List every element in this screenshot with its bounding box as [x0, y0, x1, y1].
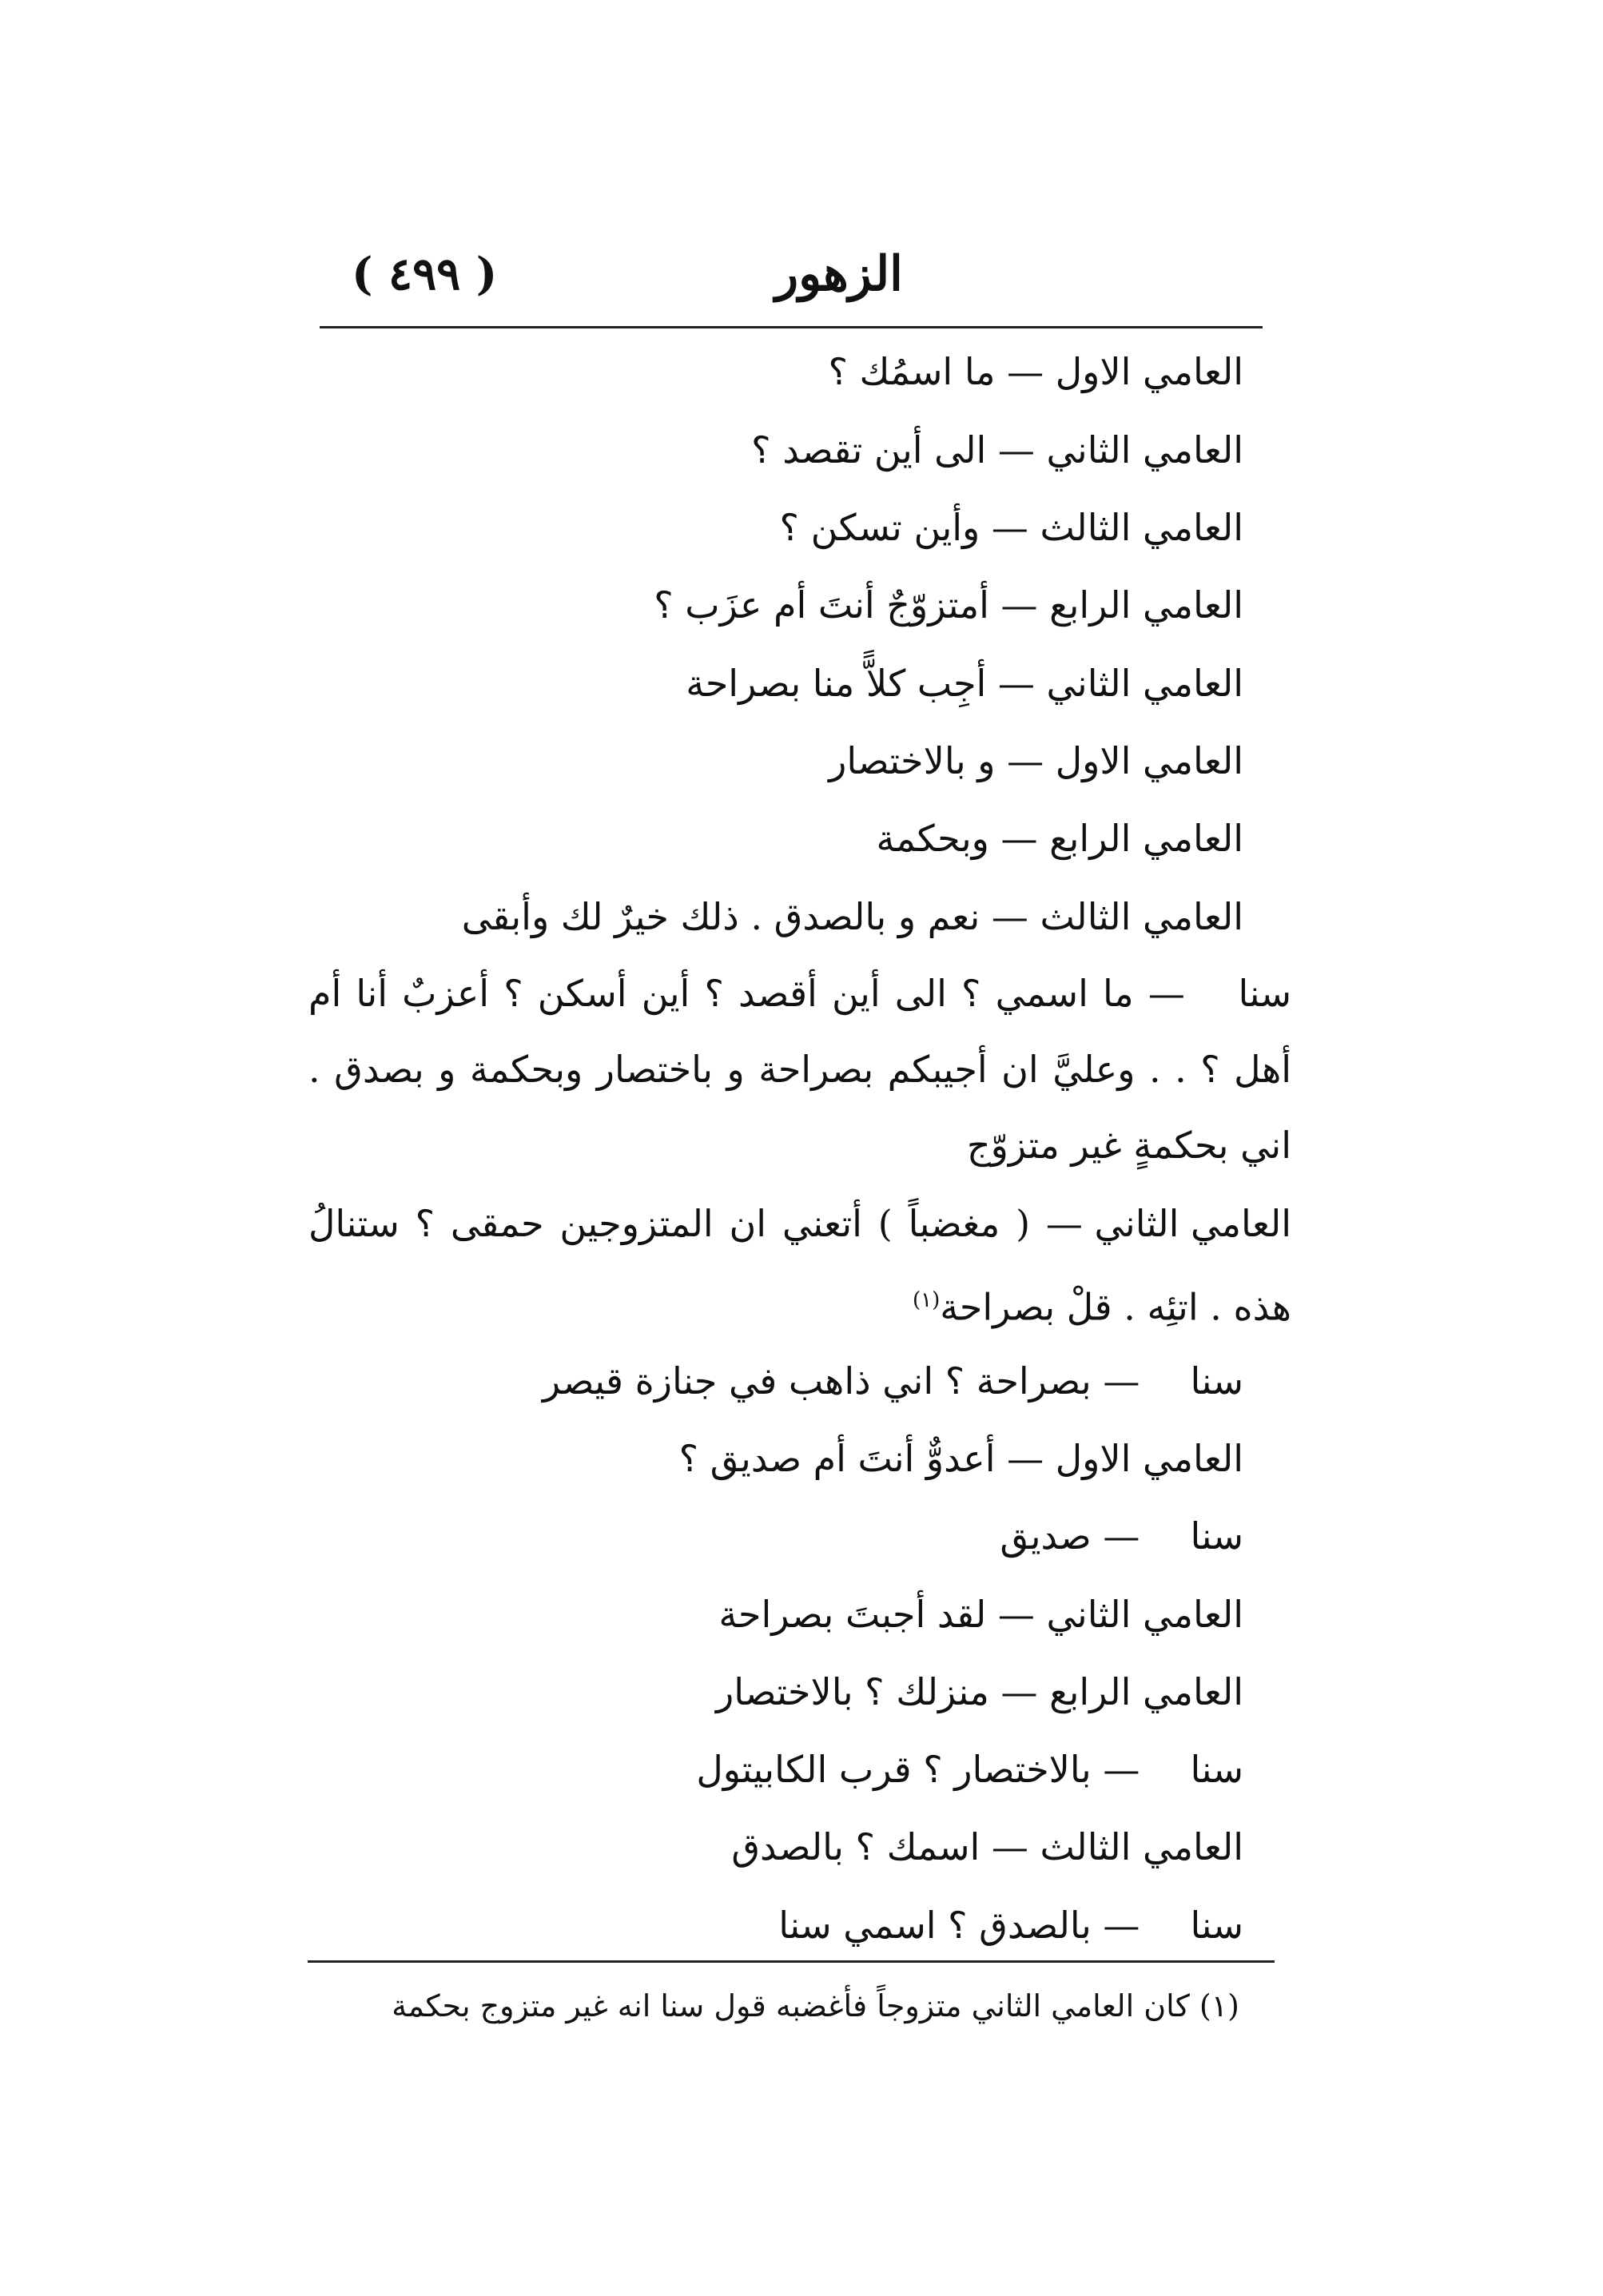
dialogue-line	[654, 569, 1243, 641]
dialogue-line	[913, 1264, 1291, 1336]
dialogue-line	[696, 1733, 1243, 1805]
speaker-label: العامي الرابع —	[1000, 817, 1243, 860]
speaker-label: العامي الرابع —	[1000, 583, 1243, 627]
speaker-label: العامي الثالث —	[991, 506, 1243, 549]
dialogue-line	[751, 414, 1243, 486]
speaker-label: العامي الثاني —	[997, 428, 1243, 472]
speaker-label: سنا	[1190, 1904, 1243, 1947]
dialogue-line	[543, 1345, 1243, 1417]
speaker-label: العامي الثالث —	[991, 1825, 1243, 1868]
speaker-label: سنا	[1190, 1514, 1243, 1558]
footnote-mark: (١)	[1199, 1988, 1239, 2023]
speech-text: هذه . اتئِه . قلْ بصراحة	[940, 1285, 1291, 1329]
page-number: ( ٤٩٩ )	[352, 248, 498, 300]
speaker-label: سنا	[1190, 1359, 1243, 1403]
dialogue-line	[716, 1656, 1243, 1728]
dialogue-line	[828, 336, 1243, 408]
speech-text: وأين تسكن ؟	[779, 506, 980, 549]
footnote-text: كان العامي الثاني متزوجاً فأغضبه قول سنا انه غير متزوج بحكمة	[392, 1988, 1190, 2023]
speaker-label: العامي الرابع —	[1000, 1670, 1243, 1713]
speaker-label: العامي الاول —	[1007, 350, 1243, 393]
speech-text: ( مغضباً ) أتعني ان المتزوجين حمقى ؟ ستنالُ	[308, 1202, 1031, 1245]
dialogue-line	[1000, 1500, 1243, 1572]
speech-text: الى أين تقصد ؟	[751, 428, 987, 472]
dialogue-line	[308, 1188, 1291, 1259]
speech-text: وبحكمة	[876, 817, 989, 860]
dialogue-line	[462, 881, 1243, 953]
dialogue-line	[829, 725, 1243, 797]
dialogue-line	[778, 1889, 1243, 1961]
speech-text: أهل ؟ . . وعليَّ ان أجيبكم بصراحة و باختصار وبحكمة و بصدق .	[308, 1048, 1291, 1091]
speech-text: منزلك ؟ بالاختصار	[716, 1670, 989, 1713]
footnote-rule	[308, 1960, 1275, 1963]
speech-text: أعدوٌّ أنتَ أم صديق ؟	[678, 1437, 996, 1480]
speaker-label: سنا	[1238, 972, 1291, 1015]
speech-text: اسمك ؟ بالصدق	[731, 1825, 980, 1868]
speech-text: — بالصدق ؟ اسمي سنا	[778, 1904, 1140, 1947]
speech-text: أجِب كلاًّ منا بصراحة	[686, 662, 987, 705]
dialogue-line	[780, 491, 1243, 563]
speech-text: لقد أجبتَ بصراحة	[718, 1593, 987, 1636]
running-title: الزهور	[775, 246, 903, 302]
speaker-label: العامي الاول —	[1007, 1437, 1243, 1480]
speaker-label: العامي الثالث —	[991, 895, 1243, 938]
speaker-label: العامي الاول —	[1007, 739, 1243, 782]
dialogue-line	[718, 1578, 1243, 1650]
speech-text: أمتزوّجٌ أنتَ أم عزَب ؟	[654, 583, 989, 627]
speaker-label: العامي الثاني —	[1045, 1202, 1291, 1245]
speech-text: — ما اسمي ؟ الى أين أقصد ؟ أين أسكن ؟ أعزبٌ أنا أم	[308, 972, 1185, 1015]
speech-text: نعم و بالصدق . ذلك خيرٌ لك وأبقى	[461, 895, 980, 938]
speaker-label: سنا	[1190, 1748, 1243, 1791]
footnote	[392, 1974, 1239, 2038]
dialogue-line	[967, 1109, 1291, 1181]
speaker-label: العامي الثاني —	[997, 662, 1243, 705]
dialogue-line	[731, 1811, 1243, 1883]
speech-text: — صديق	[1000, 1514, 1140, 1558]
speech-text: — بالاختصار ؟ قرب الكابيتول	[696, 1748, 1140, 1791]
speech-text: ما اسمُك ؟	[828, 350, 996, 393]
dialogue-line	[308, 957, 1291, 1029]
dialogue-line	[686, 647, 1243, 719]
speech-text: — بصراحة ؟ اني ذاهب في جنازة قيصر	[542, 1359, 1140, 1403]
footnote-reference: (١)	[912, 1288, 941, 1312]
dialogue-line	[308, 1033, 1291, 1105]
speech-text: و بالاختصار	[829, 739, 996, 782]
dialogue-line	[679, 1423, 1243, 1494]
speaker-label: العامي الثاني —	[997, 1593, 1243, 1636]
speech-text: اني بحكمةٍ غير متزوّج	[966, 1124, 1291, 1167]
dialogue-line	[877, 802, 1243, 874]
